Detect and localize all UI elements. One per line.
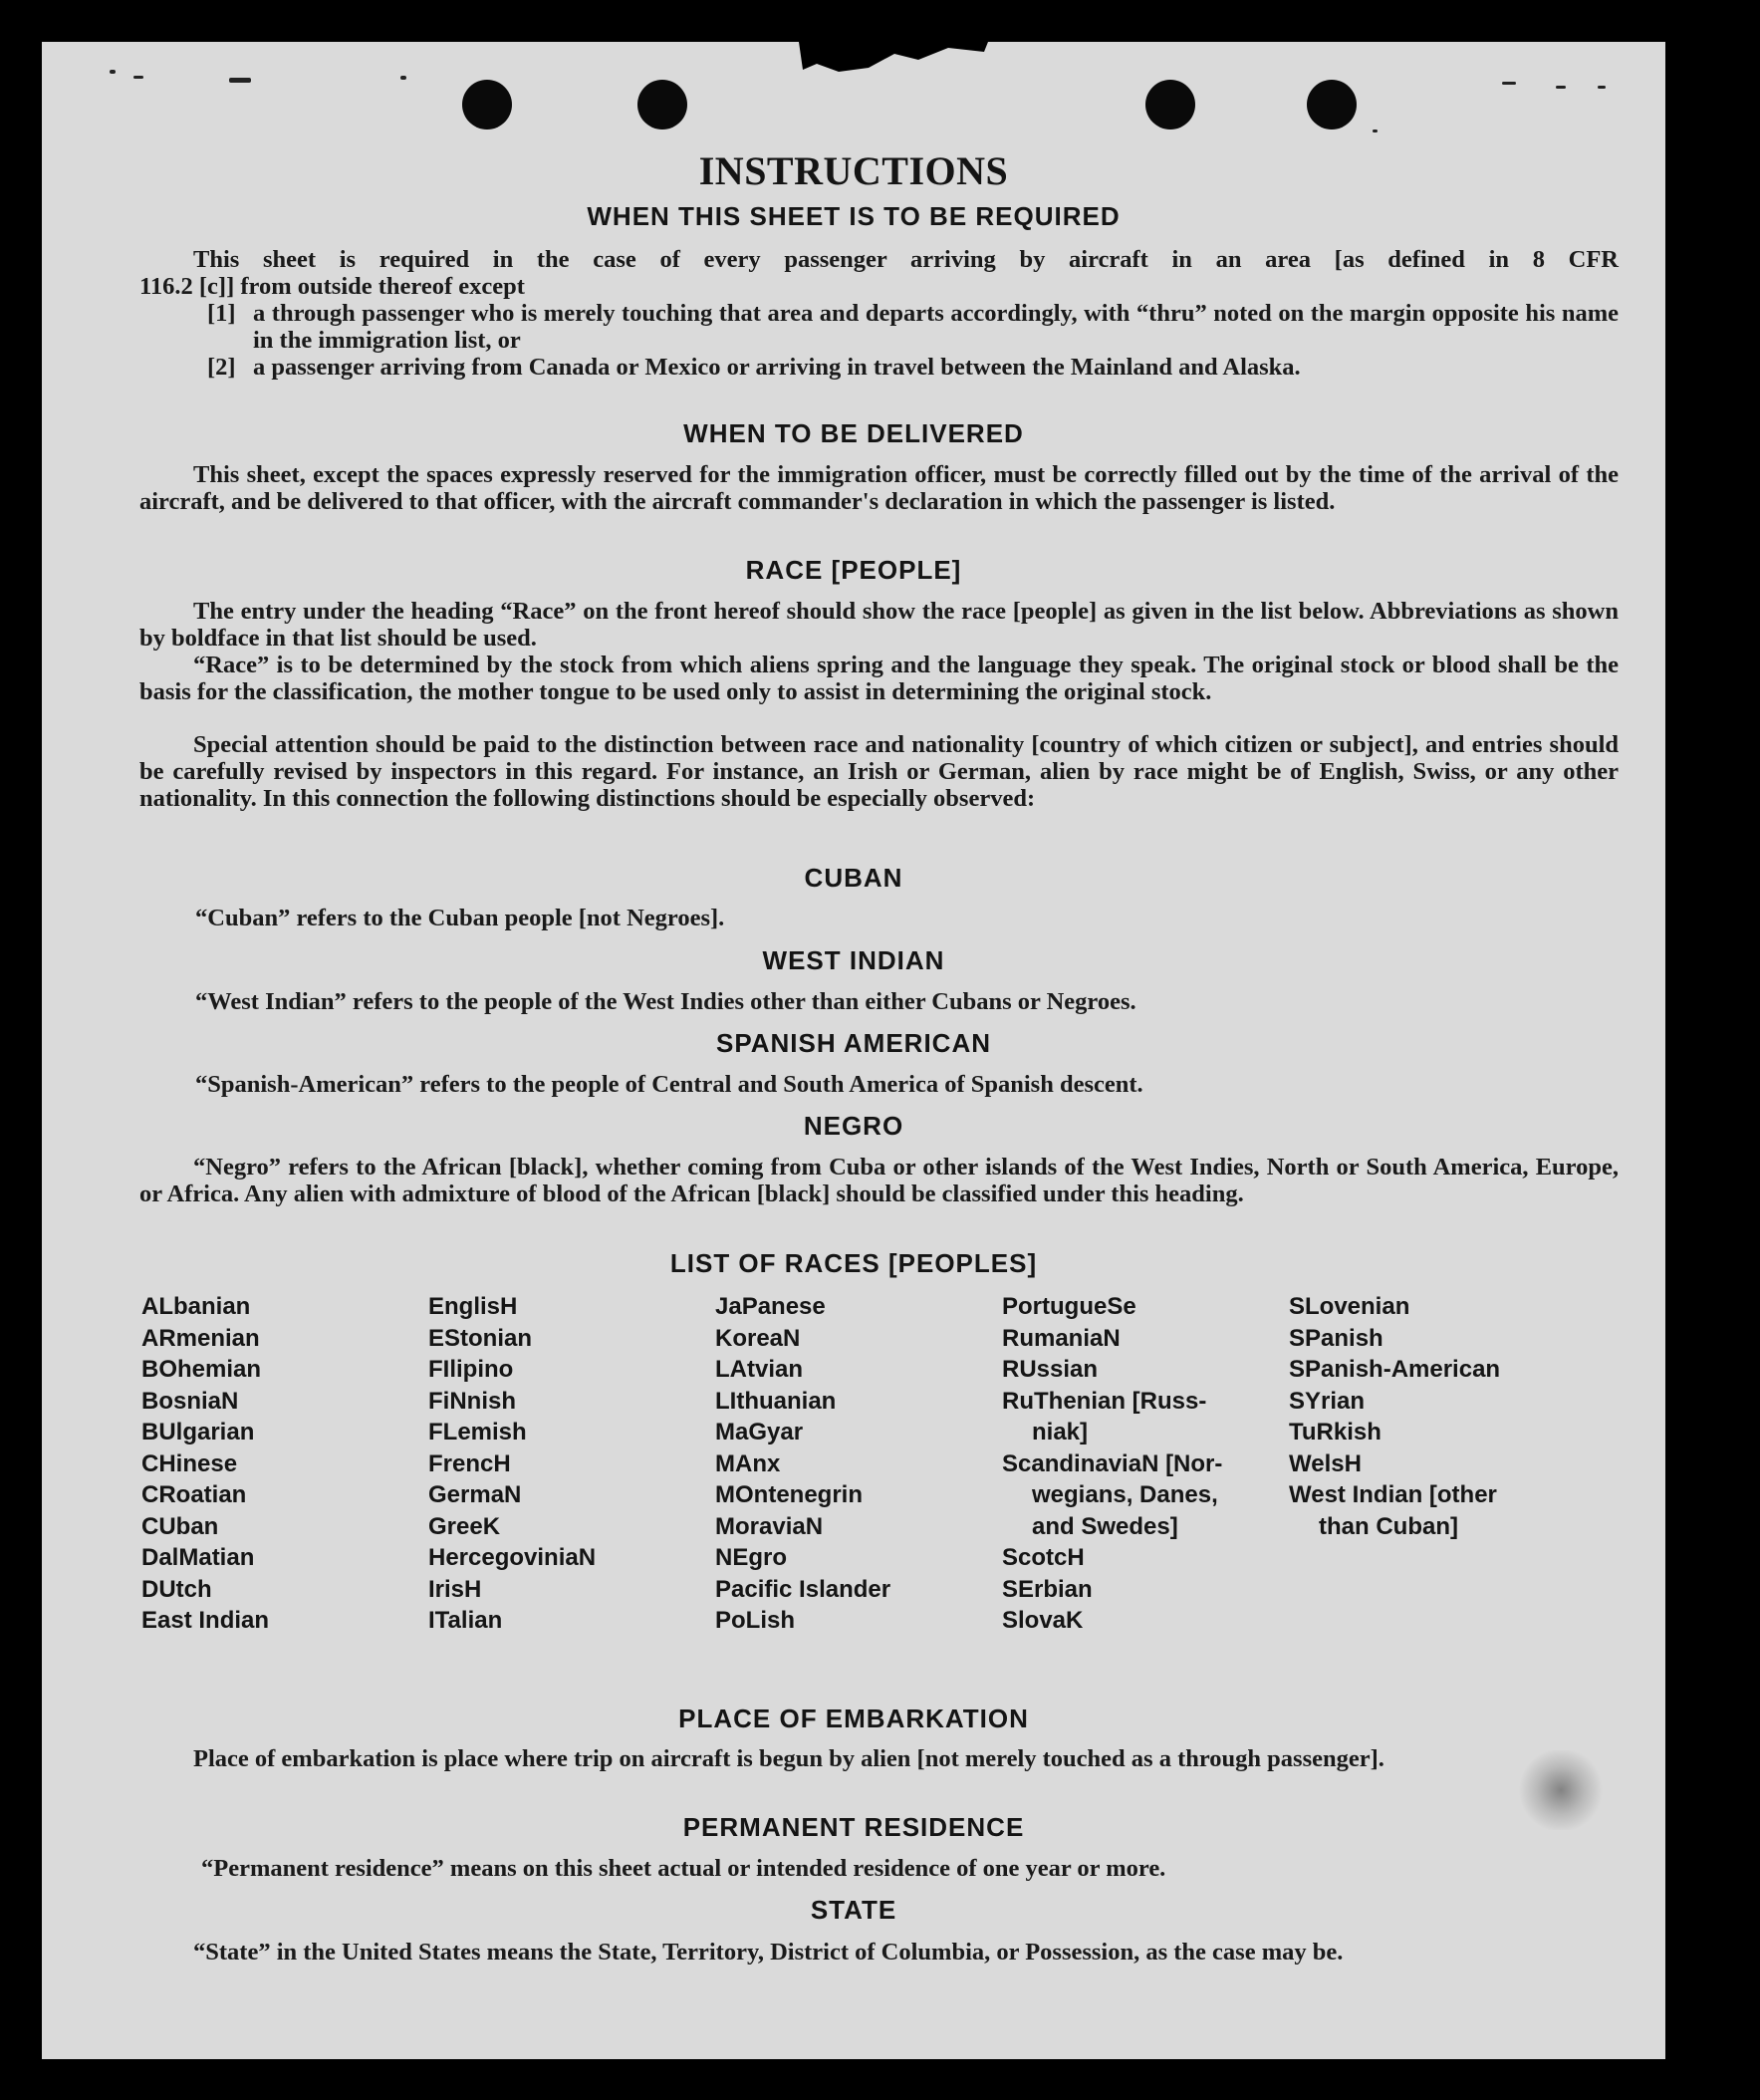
scan-speck — [229, 78, 251, 83]
race-entry: RumaniaN — [1002, 1324, 1121, 1352]
race-list-column-1 — [141, 1291, 440, 1637]
heading-west-indian: WEST INDIAN — [762, 945, 945, 975]
race-entry: EStonian — [428, 1324, 533, 1352]
race-entry: EnglisH — [428, 1293, 518, 1320]
race-entry: JaPanese — [715, 1293, 826, 1320]
race-list-column-3 — [715, 1291, 1014, 1637]
heading-list-of-races: LIST OF RACES [PEOPLES] — [669, 1248, 1038, 1278]
race-entry: CRoatian — [141, 1481, 247, 1508]
race-entry: PortugueSe — [1002, 1293, 1136, 1320]
race-entry: DUtch — [141, 1575, 212, 1603]
race-entry: ARmenian — [141, 1324, 260, 1352]
heading-permanent-residence: PERMANENT RESIDENCE — [682, 1812, 1025, 1842]
race-entry-continued: than Cuban] — [1319, 1512, 1458, 1540]
heading-cuban: CUBAN — [804, 863, 903, 893]
document-page — [42, 42, 1665, 2059]
race-entry: CUban — [141, 1512, 219, 1540]
required-item-2 — [207, 354, 1619, 381]
race-entry: WelsH — [1289, 1449, 1362, 1477]
race-entry: MOntenegrin — [715, 1481, 863, 1508]
item-number: [2] — [207, 354, 236, 381]
race-entry: IrisH — [428, 1575, 482, 1603]
race-entry: BosniaN — [141, 1387, 239, 1415]
race-entry: ScotcH — [1002, 1544, 1085, 1571]
race-entry: FiNnish — [428, 1387, 516, 1415]
race-entry: Pacific Islander — [715, 1575, 891, 1603]
race-entry: SLovenian — [1289, 1293, 1410, 1320]
race-entry: ScandinaviaN [Nor- — [1002, 1449, 1223, 1477]
race-entry-continued: wegians, Danes, — [1032, 1481, 1218, 1508]
heading-place-of-embarkation: PLACE OF EMBARKATION — [678, 1704, 1029, 1733]
heading-state: STATE — [810, 1895, 897, 1925]
heading-when-required: WHEN THIS SHEET IS TO BE REQUIRED — [587, 201, 1121, 231]
race-entry-continued: and Swedes] — [1032, 1512, 1178, 1540]
race-entry: KoreaN — [715, 1324, 801, 1352]
race-entry: DalMatian — [141, 1544, 255, 1571]
punch-hole — [1307, 80, 1357, 130]
scan-speck — [400, 76, 406, 80]
race-entry: GermaN — [428, 1481, 522, 1508]
race-entry: RuThenian [Russ- — [1002, 1387, 1207, 1415]
required-paragraph — [139, 246, 1619, 300]
west-indian-text: “West Indian” refers to the people of the West Indies other than either Cubans or Negroes. — [195, 988, 1136, 1015]
race-entry: SlovaK — [1002, 1607, 1084, 1634]
race-entry: FLemish — [428, 1419, 527, 1445]
cuban-text: “Cuban” refers to the Cuban people [not Negroes]. — [195, 905, 725, 931]
spanish-american-text: “Spanish-American” refers to the people of Central and South America of Spanish descent. — [195, 1071, 1143, 1098]
heading-when-delivered: WHEN TO BE DELIVERED — [683, 418, 1024, 448]
delivered-paragraph — [139, 461, 1619, 515]
race-text-3: Special attention should be paid to the distinction between race and nationality [country of which citizen or subject], and entries should be carefully revised by inspectors in this regard. For instance, an Irish or German, alien by race might be of English, Swiss, or any other nationality. In this connection the following distinctions should be especially observed: — [139, 731, 1619, 812]
race-entry: BUlgarian — [141, 1419, 255, 1445]
race-entry: GreeK — [428, 1512, 501, 1540]
scan-speck — [1556, 86, 1566, 89]
punch-hole — [1145, 80, 1195, 130]
race-entry: SPanish — [1289, 1324, 1383, 1352]
embarkation-text: Place of embarkation is place where trip on aircraft is begun by alien [not merely touched as a through passenger]. — [193, 1745, 1384, 1772]
race-paragraph-3 — [139, 731, 1619, 812]
race-list-column-2 — [428, 1291, 727, 1637]
scan-speck — [1598, 86, 1606, 89]
race-entry: ITalian — [428, 1607, 503, 1634]
race-entry: LIthuanian — [715, 1387, 837, 1415]
race-entry: MaGyar — [715, 1419, 804, 1445]
race-text-1: The entry under the heading “Race” on the front hereof should show the race [people] as given in the list below. Abbreviations as shown by boldface in that list should be used. — [139, 598, 1619, 652]
paper-tear — [799, 42, 988, 72]
delivered-text: This sheet, except the spaces expressly reserved for the immigration officer, must be correctly filled out by the time of the arrival of the aircraft, and be delivered to that officer, with the aircraft commander's declaration in which the passenger is listed. — [139, 461, 1619, 515]
race-entry-continued: niak] — [1032, 1419, 1089, 1445]
race-list-column-5 — [1289, 1291, 1588, 1542]
race-entry: CHinese — [141, 1449, 238, 1477]
embarkation-paragraph — [139, 1745, 1619, 1772]
required-item-1 — [207, 300, 1619, 354]
item-number: [1] — [207, 300, 236, 327]
item-text: a through passenger who is merely touching that area and departs accordingly, with “thru” noted on the margin opposite his name in the immigration list, or — [253, 300, 1619, 354]
item-text: a passenger arriving from Canada or Mexico or arriving in travel between the Mainland and Alaska. — [253, 354, 1301, 381]
race-paragraph-1 — [139, 598, 1619, 652]
race-entry: ALbanian — [141, 1293, 251, 1320]
race-entry: PoLish — [715, 1607, 796, 1634]
page-title: INSTRUCTIONS — [698, 148, 1009, 193]
scan-speck — [1502, 82, 1516, 85]
required-line-1: This sheet is required in the case of every passenger arriving by aircraft in an area [as defined in 8 CFR — [193, 246, 1619, 273]
punch-hole — [637, 80, 687, 130]
race-entry: TuRkish — [1289, 1419, 1382, 1445]
race-entry: NEgro — [715, 1544, 787, 1571]
race-entry: FIlipino — [428, 1356, 514, 1383]
race-entry: LAtvian — [715, 1356, 804, 1383]
state-paragraph — [139, 1939, 1619, 1966]
race-entry: BOhemian — [141, 1356, 262, 1383]
race-entry: SPanish-American — [1289, 1356, 1501, 1383]
race-entry: SYrian — [1289, 1387, 1366, 1415]
race-entry: HercegoviniaN — [428, 1544, 597, 1571]
heading-negro: NEGRO — [803, 1111, 904, 1141]
negro-text: “Negro” refers to the African [black], whether coming from Cuba or other islands of the West Indies, North or South America, Europe, or Africa. Any alien with admixture of blood of the African [black] should be classified under this heading. — [139, 1154, 1619, 1207]
residence-text: “Permanent residence” means on this sheet actual or intended residence of one year or more. — [201, 1855, 1166, 1882]
race-text-2: “Race” is to be determined by the stock from which aliens spring and the language they speak. The original stock or blood shall be the basis for the classification, the mother tongue to be used only to assist in determining the original stock. — [139, 652, 1619, 705]
state-text: “State” in the United States means the State, Territory, District of Columbia, or Possession, as the case may be. — [193, 1939, 1344, 1966]
required-line-2: 116.2 [c]] from outside thereof except — [139, 273, 525, 300]
race-entry: MAnx — [715, 1449, 781, 1477]
heading-spanish-american: SPANISH AMERICAN — [715, 1028, 991, 1058]
race-list-column-4 — [1002, 1291, 1301, 1637]
race-entry: East Indian — [141, 1607, 270, 1634]
punch-hole — [462, 80, 512, 130]
heading-race: RACE [PEOPLE] — [745, 555, 962, 585]
race-entry: MoraviaN — [715, 1512, 824, 1540]
race-entry: SErbian — [1002, 1575, 1093, 1603]
race-paragraph-2 — [139, 652, 1619, 705]
race-entry: FrencH — [428, 1449, 511, 1477]
scan-speck — [110, 70, 116, 74]
race-entry: West Indian [other — [1289, 1481, 1497, 1508]
scan-speck — [133, 76, 143, 79]
race-entry: RUssian — [1002, 1356, 1099, 1383]
negro-paragraph — [139, 1154, 1619, 1207]
scan-speck — [1373, 130, 1378, 132]
